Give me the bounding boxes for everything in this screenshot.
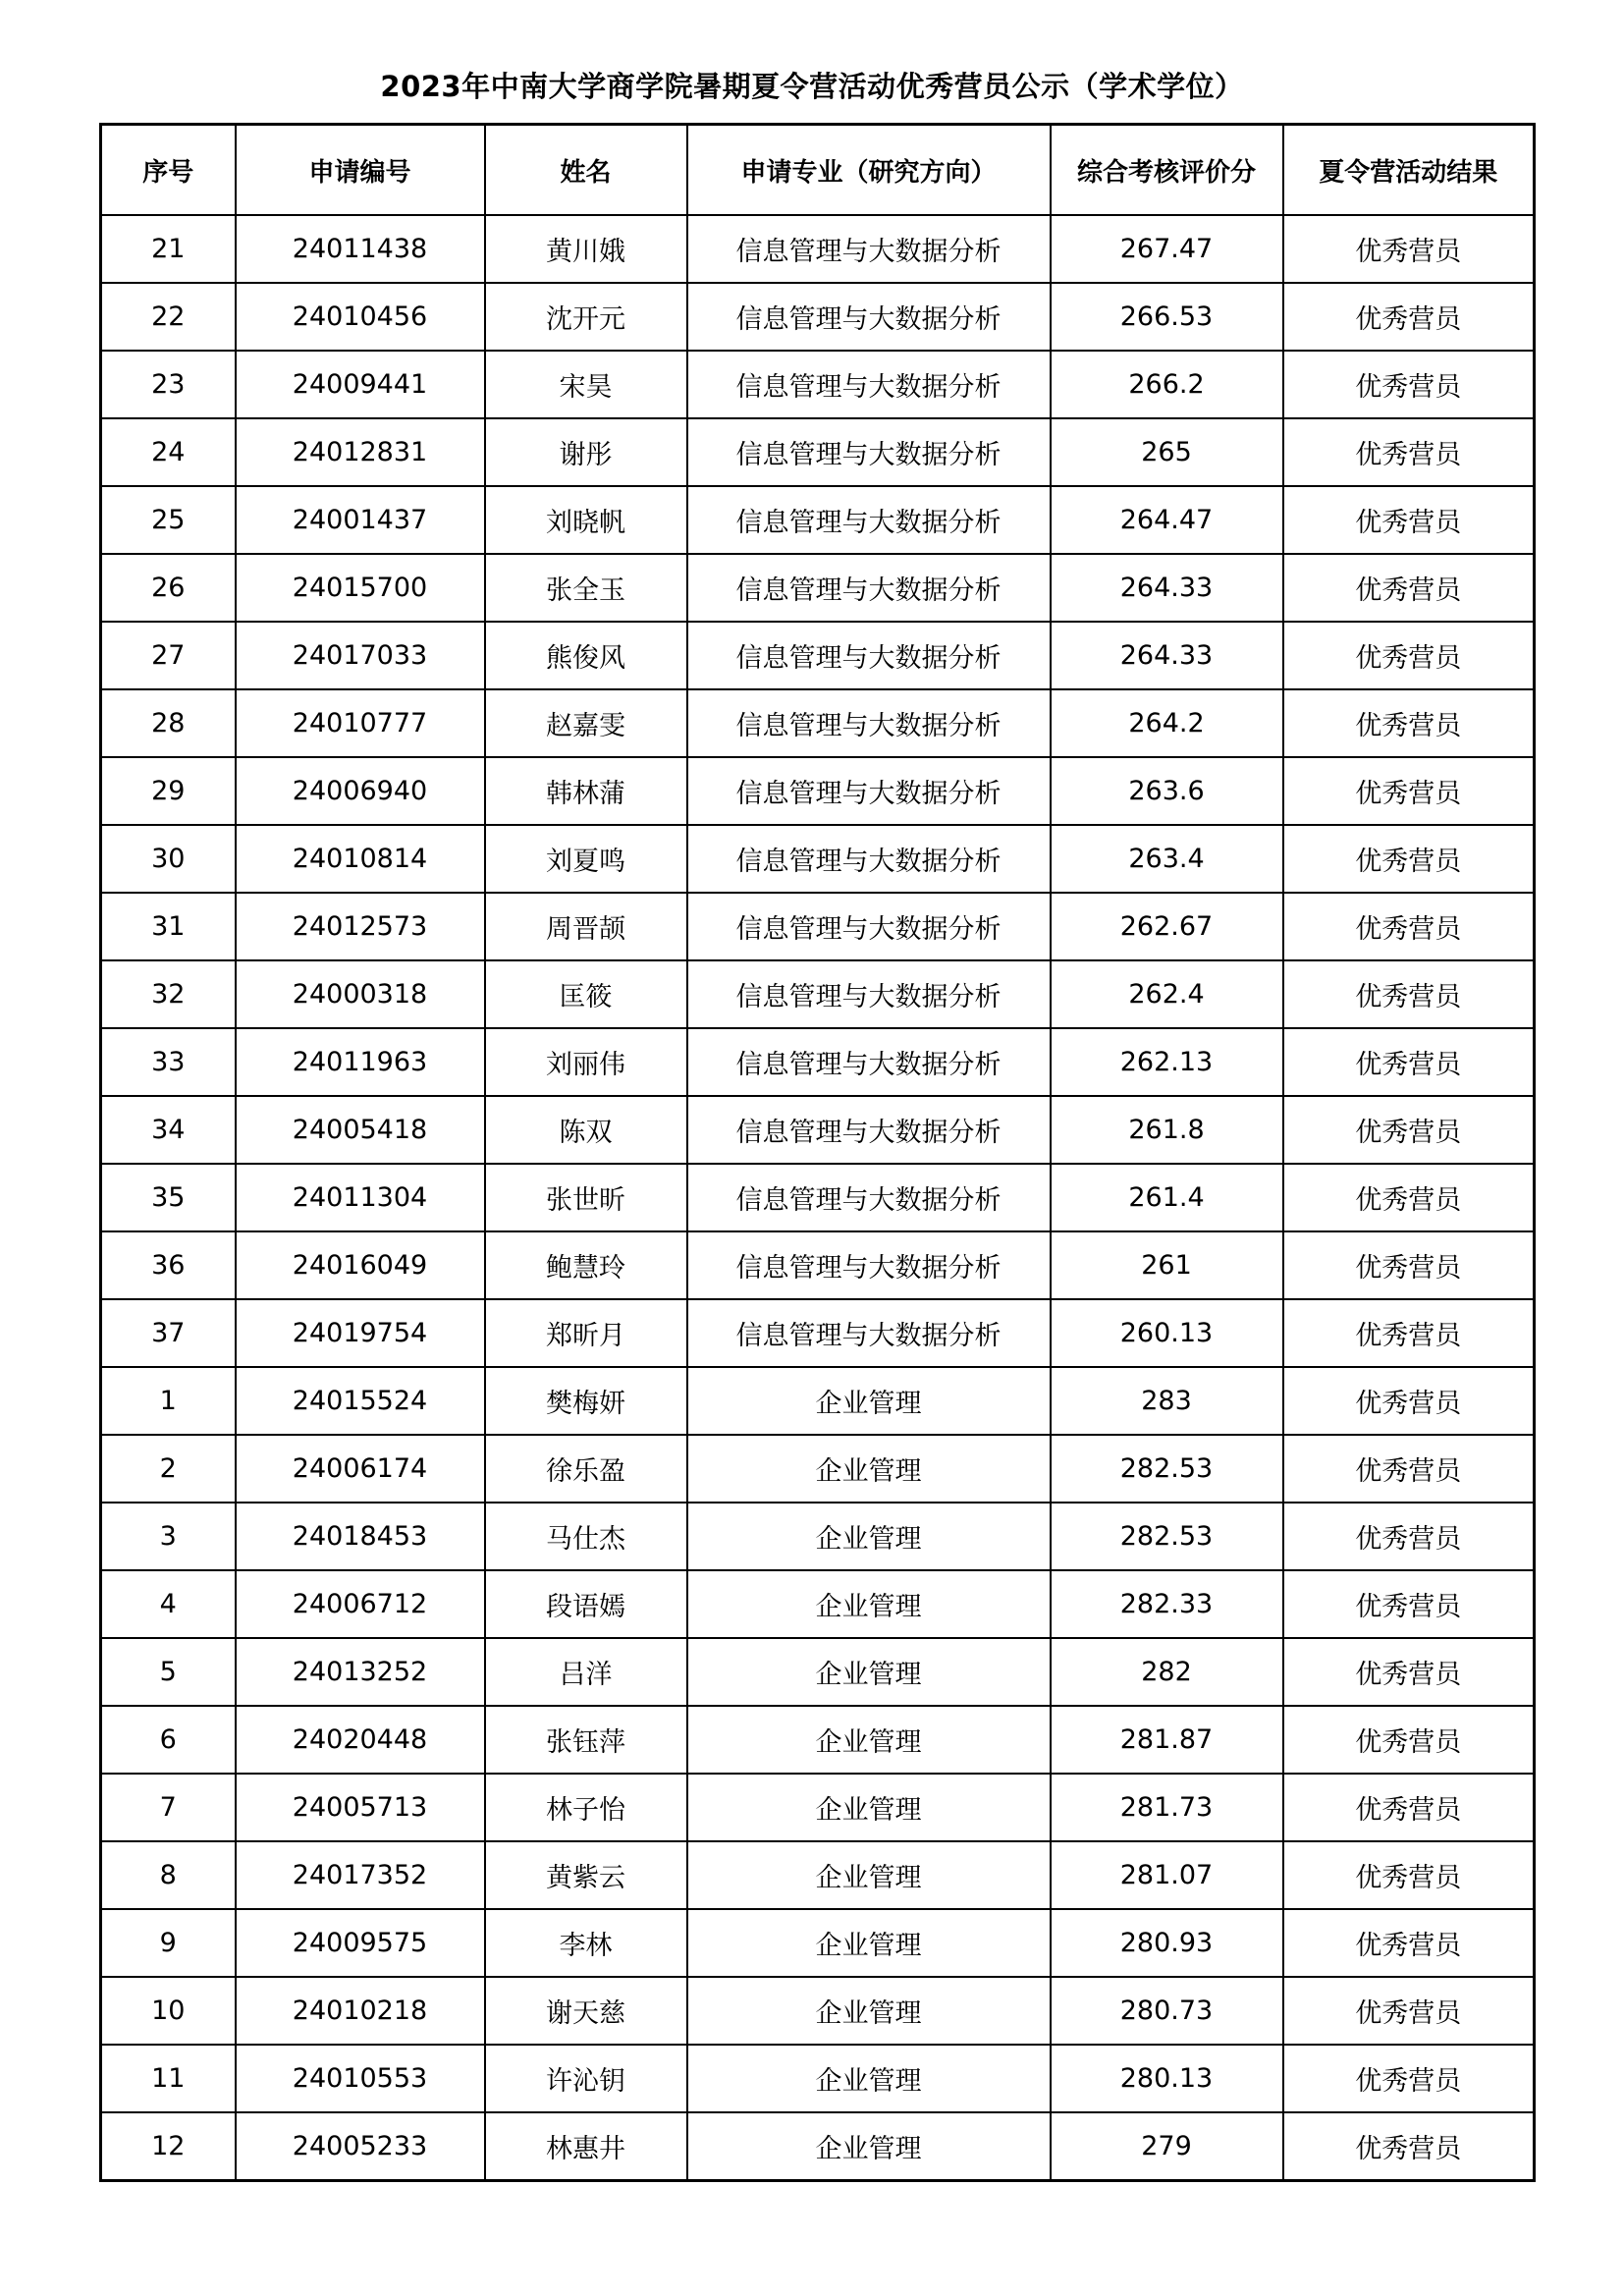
cell-score: 282.33: [1051, 1570, 1283, 1638]
page-title: 2023年中南大学商学院暑期夏令营活动优秀营员公示（学术学位）: [380, 70, 1244, 103]
cell-major: 信息管理与大数据分析: [687, 689, 1051, 757]
table-row: [101, 1164, 1535, 1231]
cell-application-id: 24011304: [236, 1164, 485, 1231]
cell-major: 信息管理与大数据分析: [687, 486, 1051, 554]
cell-name: 熊俊风: [485, 622, 687, 689]
cell-major: 信息管理与大数据分析: [687, 893, 1051, 960]
cell-result: 优秀营员: [1283, 486, 1535, 554]
cell-score: 279: [1051, 2112, 1283, 2181]
cell-name: 刘晓帆: [485, 486, 687, 554]
cell-serial: 2: [101, 1435, 236, 1503]
table-row: [101, 1570, 1535, 1638]
cell-name: 郑昕月: [485, 1299, 687, 1367]
table-row: [101, 1841, 1535, 1909]
table-row: [101, 622, 1535, 689]
cell-score: 282.53: [1051, 1503, 1283, 1570]
cell-major: 企业管理: [687, 1977, 1051, 2045]
column-header-score: 综合考核评价分: [1051, 125, 1283, 216]
cell-major: 企业管理: [687, 1367, 1051, 1435]
cell-major: 企业管理: [687, 2045, 1051, 2112]
cell-score: 261: [1051, 1231, 1283, 1299]
cell-serial: 31: [101, 893, 236, 960]
cell-application-id: 24005713: [236, 1774, 485, 1841]
cell-serial: 28: [101, 689, 236, 757]
cell-major: 信息管理与大数据分析: [687, 825, 1051, 893]
table-row: [101, 1367, 1535, 1435]
cell-application-id: 24018453: [236, 1503, 485, 1570]
cell-name: 马仕杰: [485, 1503, 687, 1570]
cell-application-id: 24012831: [236, 418, 485, 486]
cell-major: 企业管理: [687, 1638, 1051, 1706]
cell-serial: 25: [101, 486, 236, 554]
cell-name: 樊梅妍: [485, 1367, 687, 1435]
cell-major: 信息管理与大数据分析: [687, 1231, 1051, 1299]
cell-result: 优秀营员: [1283, 2112, 1535, 2181]
cell-name: 赵嘉雯: [485, 689, 687, 757]
cell-major: 信息管理与大数据分析: [687, 215, 1051, 283]
cell-serial: 27: [101, 622, 236, 689]
cell-name: 陈双: [485, 1096, 687, 1164]
cell-serial: 23: [101, 351, 236, 418]
cell-major: 信息管理与大数据分析: [687, 1164, 1051, 1231]
cell-name: 段语嫣: [485, 1570, 687, 1638]
cell-application-id: 24001437: [236, 486, 485, 554]
cell-result: 优秀营员: [1283, 1570, 1535, 1638]
table-row: [101, 1028, 1535, 1096]
cell-score: 263.6: [1051, 757, 1283, 825]
cell-result: 优秀营员: [1283, 1841, 1535, 1909]
cell-application-id: 24010553: [236, 2045, 485, 2112]
cell-application-id: 24005233: [236, 2112, 485, 2181]
cell-application-id: 24017352: [236, 1841, 485, 1909]
table-row: [101, 418, 1535, 486]
cell-name: 周晋颉: [485, 893, 687, 960]
cell-application-id: 24015524: [236, 1367, 485, 1435]
cell-major: 信息管理与大数据分析: [687, 283, 1051, 351]
cell-name: 沈开元: [485, 283, 687, 351]
table-row: [101, 351, 1535, 418]
cell-serial: 1: [101, 1367, 236, 1435]
table-row: [101, 825, 1535, 893]
cell-serial: 33: [101, 1028, 236, 1096]
cell-score: 261.4: [1051, 1164, 1283, 1231]
cell-application-id: 24009441: [236, 351, 485, 418]
cell-result: 优秀营员: [1283, 2045, 1535, 2112]
cell-result: 优秀营员: [1283, 960, 1535, 1028]
table-row: [101, 2045, 1535, 2112]
cell-application-id: 24006940: [236, 757, 485, 825]
table-row: [101, 2112, 1535, 2181]
cell-serial: 32: [101, 960, 236, 1028]
cell-major: 企业管理: [687, 1706, 1051, 1774]
cell-result: 优秀营员: [1283, 1909, 1535, 1977]
cell-result: 优秀营员: [1283, 1435, 1535, 1503]
cell-result: 优秀营员: [1283, 1299, 1535, 1367]
table-row: [101, 1299, 1535, 1367]
cell-application-id: 24012573: [236, 893, 485, 960]
cell-score: 260.13: [1051, 1299, 1283, 1367]
cell-application-id: 24006174: [236, 1435, 485, 1503]
cell-score: 264.2: [1051, 689, 1283, 757]
cell-result: 优秀营员: [1283, 283, 1535, 351]
table-row: [101, 1706, 1535, 1774]
cell-name: 匡筱: [485, 960, 687, 1028]
cell-serial: 21: [101, 215, 236, 283]
cell-result: 优秀营员: [1283, 622, 1535, 689]
cell-result: 优秀营员: [1283, 351, 1535, 418]
cell-result: 优秀营员: [1283, 1164, 1535, 1231]
cell-result: 优秀营员: [1283, 554, 1535, 622]
column-header-result: 夏令营活动结果: [1283, 125, 1535, 216]
table-row: [101, 1503, 1535, 1570]
cell-score: 280.13: [1051, 2045, 1283, 2112]
table-row: [101, 893, 1535, 960]
table-row: [101, 1638, 1535, 1706]
cell-serial: 11: [101, 2045, 236, 2112]
cell-application-id: 24010218: [236, 1977, 485, 2045]
cell-serial: 37: [101, 1299, 236, 1367]
header-row: [101, 125, 1535, 216]
column-header-name: 姓名: [485, 125, 687, 216]
cell-result: 优秀营员: [1283, 1096, 1535, 1164]
cell-score: 264.33: [1051, 622, 1283, 689]
cell-major: 企业管理: [687, 1909, 1051, 1977]
cell-score: 280.93: [1051, 1909, 1283, 1977]
cell-score: 262.4: [1051, 960, 1283, 1028]
cell-score: 280.73: [1051, 1977, 1283, 2045]
cell-name: 张世昕: [485, 1164, 687, 1231]
cell-application-id: 24010456: [236, 283, 485, 351]
cell-application-id: 24016049: [236, 1231, 485, 1299]
cell-result: 优秀营员: [1283, 1028, 1535, 1096]
cell-serial: 29: [101, 757, 236, 825]
cell-application-id: 24011963: [236, 1028, 485, 1096]
cell-result: 优秀营员: [1283, 1706, 1535, 1774]
cell-score: 282: [1051, 1638, 1283, 1706]
table-row: [101, 283, 1535, 351]
cell-result: 优秀营员: [1283, 1774, 1535, 1841]
cell-name: 黄川娥: [485, 215, 687, 283]
cell-result: 优秀营员: [1283, 893, 1535, 960]
cell-score: 263.4: [1051, 825, 1283, 893]
cell-application-id: 24006712: [236, 1570, 485, 1638]
cell-name: 宋昊: [485, 351, 687, 418]
cell-result: 优秀营员: [1283, 1231, 1535, 1299]
cell-result: 优秀营员: [1283, 215, 1535, 283]
cell-result: 优秀营员: [1283, 825, 1535, 893]
cell-score: 281.87: [1051, 1706, 1283, 1774]
cell-score: 282.53: [1051, 1435, 1283, 1503]
table-row: [101, 1909, 1535, 1977]
cell-major: 信息管理与大数据分析: [687, 1299, 1051, 1367]
cell-serial: 36: [101, 1231, 236, 1299]
table-row: [101, 215, 1535, 283]
cell-serial: 34: [101, 1096, 236, 1164]
cell-name: 韩林蒲: [485, 757, 687, 825]
cell-major: 企业管理: [687, 1570, 1051, 1638]
cell-name: 李林: [485, 1909, 687, 1977]
cell-name: 鲍慧玲: [485, 1231, 687, 1299]
cell-serial: 9: [101, 1909, 236, 1977]
table-row: [101, 486, 1535, 554]
cell-major: 企业管理: [687, 1774, 1051, 1841]
cell-score: 281.73: [1051, 1774, 1283, 1841]
cell-application-id: 24015700: [236, 554, 485, 622]
cell-score: 265: [1051, 418, 1283, 486]
cell-name: 黄紫云: [485, 1841, 687, 1909]
cell-serial: 26: [101, 554, 236, 622]
cell-name: 刘夏鸣: [485, 825, 687, 893]
cell-major: 企业管理: [687, 1841, 1051, 1909]
cell-result: 优秀营员: [1283, 689, 1535, 757]
cell-serial: 6: [101, 1706, 236, 1774]
cell-name: 张全玉: [485, 554, 687, 622]
cell-name: 林子怡: [485, 1774, 687, 1841]
table-row: [101, 554, 1535, 622]
results-table: [99, 123, 1536, 2182]
cell-score: 266.53: [1051, 283, 1283, 351]
cell-major: 信息管理与大数据分析: [687, 554, 1051, 622]
column-header-application-id: 申请编号: [236, 125, 485, 216]
table-row: [101, 1231, 1535, 1299]
cell-application-id: 24017033: [236, 622, 485, 689]
column-header-serial: 序号: [101, 125, 236, 216]
table-row: [101, 960, 1535, 1028]
table-body: [101, 215, 1535, 2181]
cell-name: 谢天慈: [485, 1977, 687, 2045]
cell-result: 优秀营员: [1283, 757, 1535, 825]
table-row: [101, 689, 1535, 757]
cell-result: 优秀营员: [1283, 1638, 1535, 1706]
cell-application-id: 24011438: [236, 215, 485, 283]
cell-score: 264.33: [1051, 554, 1283, 622]
cell-serial: 8: [101, 1841, 236, 1909]
cell-name: 刘丽伟: [485, 1028, 687, 1096]
cell-name: 许沁钥: [485, 2045, 687, 2112]
cell-application-id: 24013252: [236, 1638, 485, 1706]
cell-name: 张钰萍: [485, 1706, 687, 1774]
cell-serial: 4: [101, 1570, 236, 1638]
cell-serial: 7: [101, 1774, 236, 1841]
cell-name: 谢彤: [485, 418, 687, 486]
cell-major: 企业管理: [687, 2112, 1051, 2181]
cell-major: 企业管理: [687, 1503, 1051, 1570]
cell-score: 261.8: [1051, 1096, 1283, 1164]
cell-major: 信息管理与大数据分析: [687, 351, 1051, 418]
cell-major: 信息管理与大数据分析: [687, 960, 1051, 1028]
cell-serial: 12: [101, 2112, 236, 2181]
cell-name: 林惠井: [485, 2112, 687, 2181]
cell-result: 优秀营员: [1283, 1977, 1535, 2045]
cell-serial: 24: [101, 418, 236, 486]
cell-major: 信息管理与大数据分析: [687, 622, 1051, 689]
cell-score: 266.2: [1051, 351, 1283, 418]
column-header-major: 申请专业（研究方向）: [687, 125, 1051, 216]
cell-serial: 3: [101, 1503, 236, 1570]
cell-score: 262.13: [1051, 1028, 1283, 1096]
cell-application-id: 24000318: [236, 960, 485, 1028]
table-row: [101, 1977, 1535, 2045]
table-row: [101, 1774, 1535, 1841]
cell-major: 信息管理与大数据分析: [687, 1028, 1051, 1096]
cell-score: 262.67: [1051, 893, 1283, 960]
cell-major: 信息管理与大数据分析: [687, 757, 1051, 825]
table-row: [101, 757, 1535, 825]
cell-serial: 30: [101, 825, 236, 893]
cell-serial: 10: [101, 1977, 236, 2045]
cell-major: 信息管理与大数据分析: [687, 418, 1051, 486]
cell-score: 267.47: [1051, 215, 1283, 283]
cell-major: 信息管理与大数据分析: [687, 1096, 1051, 1164]
cell-application-id: 24019754: [236, 1299, 485, 1367]
cell-application-id: 24020448: [236, 1706, 485, 1774]
cell-result: 优秀营员: [1283, 1367, 1535, 1435]
cell-serial: 5: [101, 1638, 236, 1706]
cell-name: 吕洋: [485, 1638, 687, 1706]
cell-name: 徐乐盈: [485, 1435, 687, 1503]
cell-application-id: 24005418: [236, 1096, 485, 1164]
cell-application-id: 24010777: [236, 689, 485, 757]
table-row: [101, 1435, 1535, 1503]
table-row: [101, 1096, 1535, 1164]
cell-application-id: 24010814: [236, 825, 485, 893]
cell-result: 优秀营员: [1283, 418, 1535, 486]
cell-serial: 22: [101, 283, 236, 351]
cell-serial: 35: [101, 1164, 236, 1231]
cell-score: 281.07: [1051, 1841, 1283, 1909]
cell-major: 企业管理: [687, 1435, 1051, 1503]
cell-result: 优秀营员: [1283, 1503, 1535, 1570]
cell-score: 283: [1051, 1367, 1283, 1435]
cell-application-id: 24009575: [236, 1909, 485, 1977]
cell-score: 264.47: [1051, 486, 1283, 554]
